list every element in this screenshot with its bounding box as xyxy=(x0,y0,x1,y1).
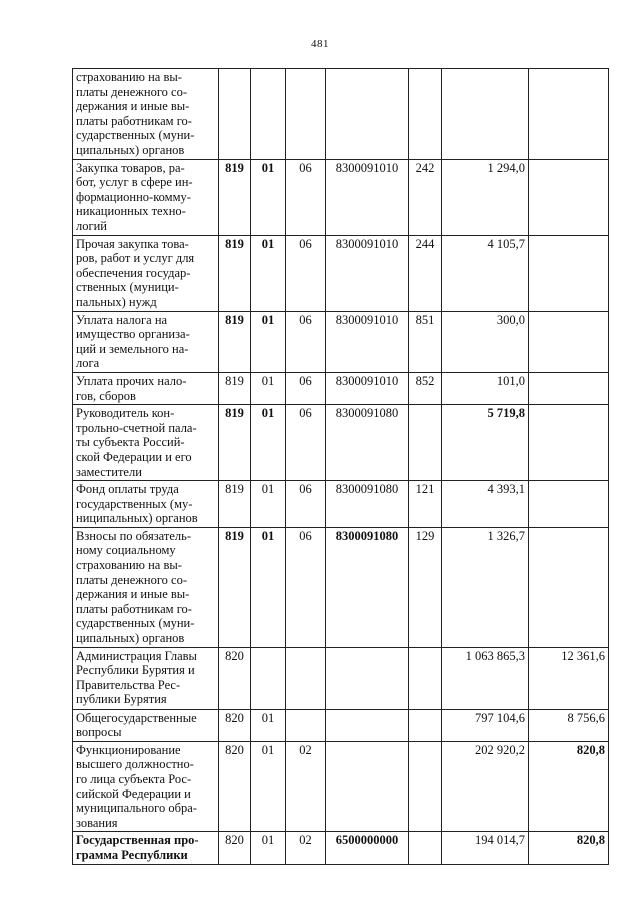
cell-name: Уплата налога на имущество организа- ций и земельного на- лога xyxy=(73,311,219,372)
cell-csr: 8300091010 xyxy=(326,311,409,372)
cell-grbs: 819 xyxy=(219,527,251,647)
cell-rz: 01 xyxy=(251,709,286,741)
cell-name: Функционирование высшего должностно- го лица субъекта Рос- сийской Федерации и муниципального обра- зования xyxy=(73,741,219,832)
table-row xyxy=(73,159,609,235)
cell-sum xyxy=(442,69,529,160)
cell-sum2: 820,8 xyxy=(529,832,609,864)
cell-csr: 8300091010 xyxy=(326,235,409,311)
cell-vr: 244 xyxy=(409,235,442,311)
cell-sum: 797 104,6 xyxy=(442,709,529,741)
cell-vr xyxy=(409,709,442,741)
cell-sum2 xyxy=(529,405,609,481)
cell-grbs: 820 xyxy=(219,832,251,864)
cell-grbs: 819 xyxy=(219,405,251,481)
cell-pr: 06 xyxy=(286,159,326,235)
cell-grbs: 819 xyxy=(219,481,251,528)
cell-csr xyxy=(326,647,409,709)
cell-pr: 06 xyxy=(286,235,326,311)
cell-sum2 xyxy=(529,481,609,528)
cell-rz: 01 xyxy=(251,311,286,372)
cell-csr: 8300091080 xyxy=(326,481,409,528)
cell-csr: 8300091080 xyxy=(326,405,409,481)
cell-sum: 194 014,7 xyxy=(442,832,529,864)
cell-sum2 xyxy=(529,527,609,647)
cell-pr: 06 xyxy=(286,405,326,481)
cell-sum2 xyxy=(529,372,609,404)
budget-table xyxy=(72,68,609,865)
cell-vr: 242 xyxy=(409,159,442,235)
cell-pr xyxy=(286,69,326,160)
table-row xyxy=(73,527,609,647)
cell-vr xyxy=(409,741,442,832)
cell-name: Фонд оплаты труда государственных (му- ниципальных) органов xyxy=(73,481,219,528)
page-number: 481 xyxy=(311,38,329,50)
cell-vr xyxy=(409,405,442,481)
cell-sum2: 8 756,6 xyxy=(529,709,609,741)
cell-grbs xyxy=(219,69,251,160)
cell-grbs: 819 xyxy=(219,311,251,372)
cell-name: Уплата прочих нало- гов, сборов xyxy=(73,372,219,404)
table-row xyxy=(73,481,609,528)
cell-name: Руководитель кон- трольно-счетной пала- ты субъекта Россий- ской Федерации и его заместители xyxy=(73,405,219,481)
table-row xyxy=(73,235,609,311)
cell-csr xyxy=(326,741,409,832)
cell-sum: 5 719,8 xyxy=(442,405,529,481)
cell-vr: 121 xyxy=(409,481,442,528)
cell-sum: 4 105,7 xyxy=(442,235,529,311)
cell-sum2: 820,8 xyxy=(529,741,609,832)
cell-vr xyxy=(409,832,442,864)
cell-pr: 06 xyxy=(286,527,326,647)
cell-pr: 02 xyxy=(286,741,326,832)
cell-rz: 01 xyxy=(251,235,286,311)
cell-name: Общегосударственные вопросы xyxy=(73,709,219,741)
cell-name: Администрация Главы Республики Бурятия и Правительства Рес- публики Бурятия xyxy=(73,647,219,709)
table-row xyxy=(73,647,609,709)
table-row xyxy=(73,832,609,864)
cell-sum2 xyxy=(529,311,609,372)
cell-vr xyxy=(409,647,442,709)
cell-rz: 01 xyxy=(251,159,286,235)
cell-pr xyxy=(286,709,326,741)
cell-grbs: 820 xyxy=(219,741,251,832)
cell-name: Государственная про- грамма Республики xyxy=(73,832,219,864)
cell-vr: 852 xyxy=(409,372,442,404)
cell-sum2 xyxy=(529,69,609,160)
cell-rz: 01 xyxy=(251,481,286,528)
table-row xyxy=(73,69,609,160)
cell-csr xyxy=(326,709,409,741)
cell-sum: 101,0 xyxy=(442,372,529,404)
table-row xyxy=(73,741,609,832)
table-row xyxy=(73,405,609,481)
cell-sum: 1 326,7 xyxy=(442,527,529,647)
cell-sum2 xyxy=(529,159,609,235)
cell-name: Взносы по обязатель- ному социальному страхованию на вы- платы денежного со- держания и иные вы- платы работникам го- сударственных (муни- ципальных) органов xyxy=(73,527,219,647)
cell-csr: 8300091010 xyxy=(326,372,409,404)
cell-grbs: 819 xyxy=(219,372,251,404)
cell-vr: 851 xyxy=(409,311,442,372)
cell-sum: 300,0 xyxy=(442,311,529,372)
cell-rz: 01 xyxy=(251,741,286,832)
cell-name: страхованию на вы- платы денежного со- держания и иные вы- платы работникам го- сударственных (муни- ципальных) органов xyxy=(73,69,219,160)
cell-sum: 4 393,1 xyxy=(442,481,529,528)
table-row xyxy=(73,709,609,741)
cell-sum: 1 063 865,3 xyxy=(442,647,529,709)
cell-name: Прочая закупка това- ров, работ и услуг для обеспечения государ- ственных (муници- пальных) нужд xyxy=(73,235,219,311)
cell-pr: 06 xyxy=(286,481,326,528)
cell-rz: 01 xyxy=(251,832,286,864)
cell-name: Закупка товаров, ра- бот, услуг в сфере ин- формационно-комму- никационных техно- логий xyxy=(73,159,219,235)
cell-sum: 1 294,0 xyxy=(442,159,529,235)
cell-grbs: 819 xyxy=(219,159,251,235)
cell-rz: 01 xyxy=(251,372,286,404)
cell-grbs: 820 xyxy=(219,709,251,741)
cell-pr xyxy=(286,647,326,709)
cell-rz xyxy=(251,69,286,160)
cell-vr xyxy=(409,69,442,160)
cell-grbs: 820 xyxy=(219,647,251,709)
cell-pr: 06 xyxy=(286,372,326,404)
table-row xyxy=(73,372,609,404)
cell-rz xyxy=(251,647,286,709)
cell-rz: 01 xyxy=(251,527,286,647)
cell-csr: 8300091010 xyxy=(326,159,409,235)
cell-sum2 xyxy=(529,235,609,311)
cell-csr: 6500000000 xyxy=(326,832,409,864)
cell-csr xyxy=(326,69,409,160)
cell-grbs: 819 xyxy=(219,235,251,311)
cell-vr: 129 xyxy=(409,527,442,647)
cell-pr: 06 xyxy=(286,311,326,372)
cell-csr: 8300091080 xyxy=(326,527,409,647)
table-row xyxy=(73,311,609,372)
cell-sum2: 12 361,6 xyxy=(529,647,609,709)
cell-pr: 02 xyxy=(286,832,326,864)
cell-sum: 202 920,2 xyxy=(442,741,529,832)
cell-rz: 01 xyxy=(251,405,286,481)
